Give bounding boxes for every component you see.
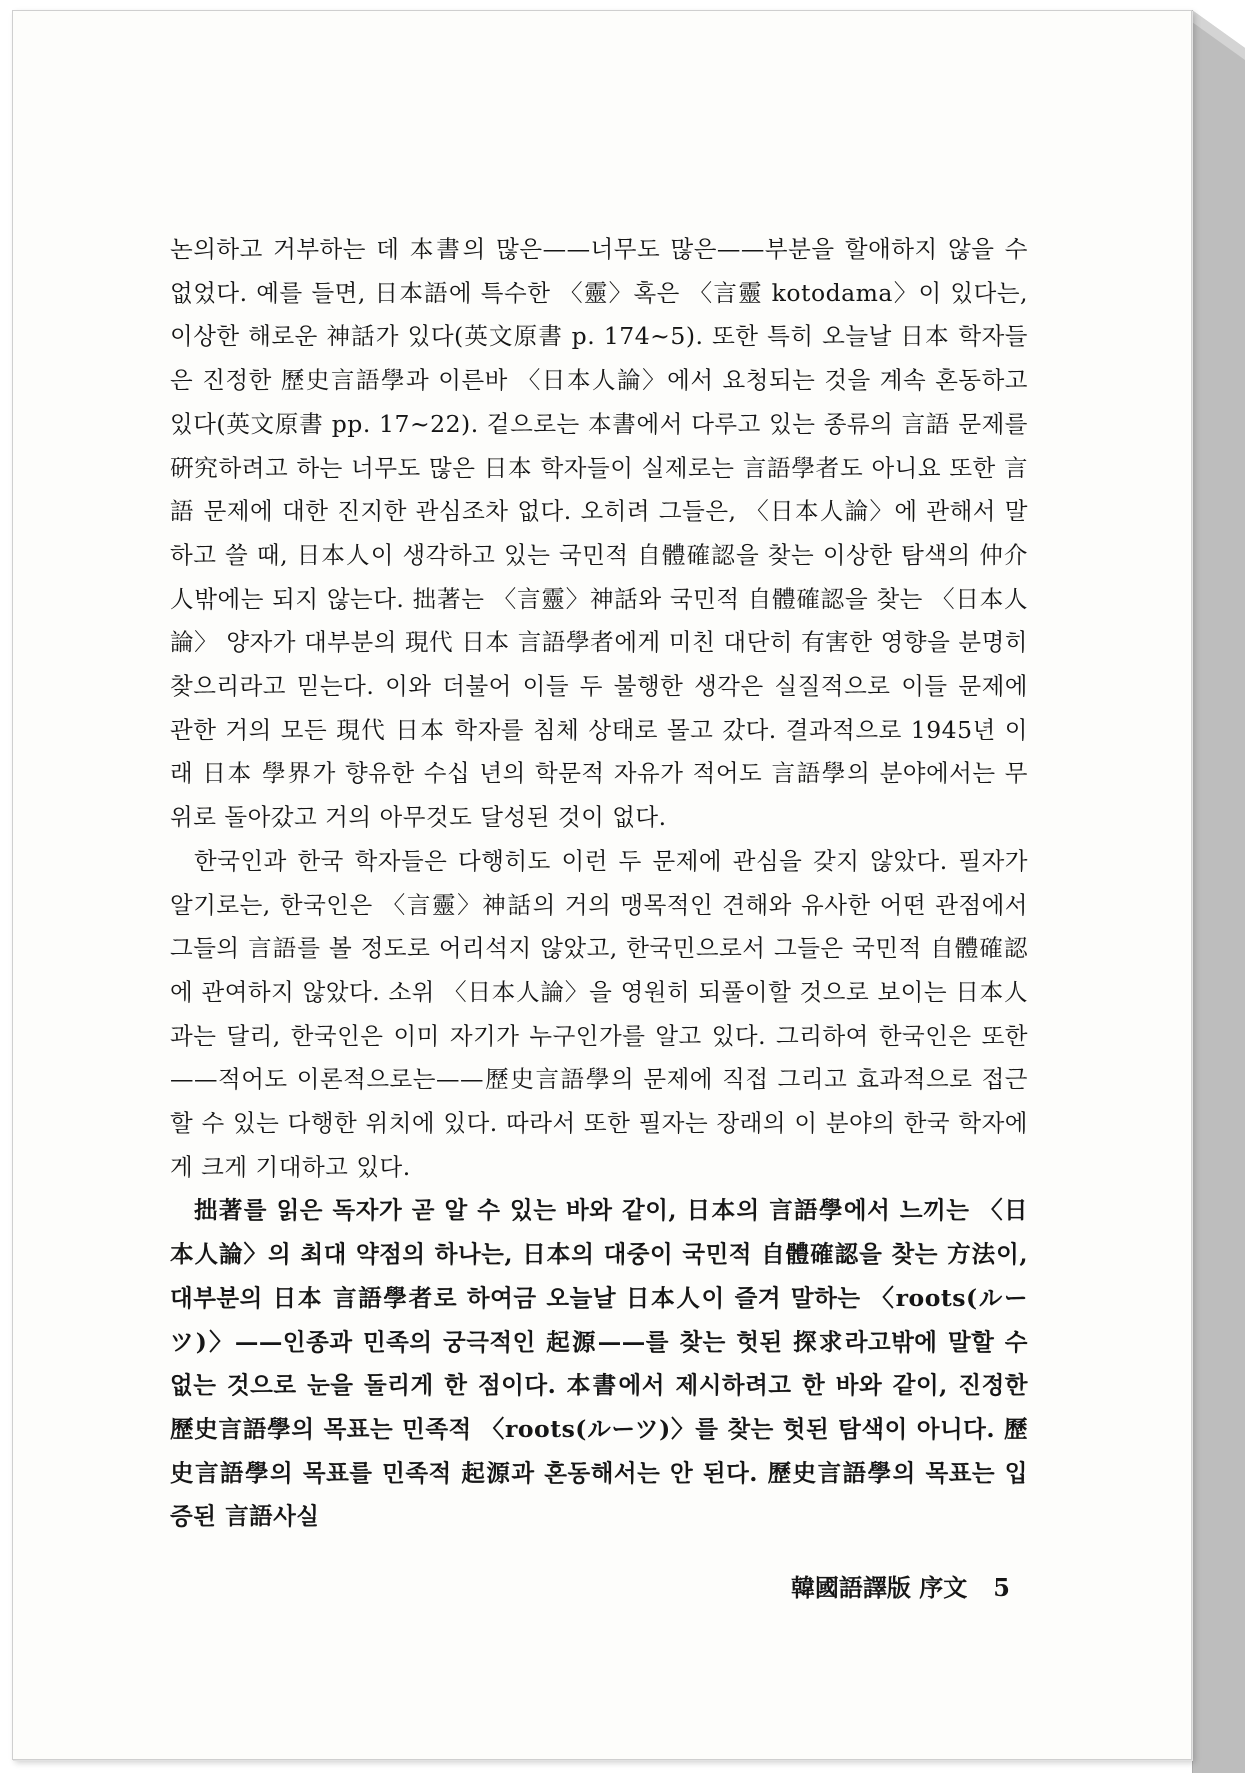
page-body: [170, 228, 1028, 1539]
paragraph-roots: 拙著를 읽은 독자가 곧 알 수 있는 바와 같이, 日本의 言語學에서 느끼는 〈日本人論〉의 최대 약점의 하나는, 日本의 대중이 국민적 自體確認을 찾는 方法이, 대부분의 日本 言語學者로 하여금 오늘날 日本人이 즐겨 말하는 〈roots(ルーツ)〉——인종과 민족의 궁극적인 起源——를 찾는 헛된 探求라고밖에 말할 수 없는 것으로 눈을 돌리게 한 점이다. 本書에서 제시하려고 한 바와 같이, 진정한 歷史言語學의 목표는 민족적 〈roots(ルーツ)〉를 찾는 헛된 탐색이 아니다. 歷史言語學의 목표를 민족적 起源과 혼동해서는 안 된다. 歷史言語學의 목표는 입증된 言語사실: [170, 1196, 1028, 1531]
page-footer: [780, 1568, 1010, 1603]
running-title: 韓國語譯版 序文: [790, 1573, 968, 1602]
book-side-edge: [1192, 0, 1245, 1773]
page-number: 5: [993, 1573, 1010, 1602]
paragraph-korean-scholars: 한국인과 한국 학자들은 다행히도 이런 두 문제에 관심을 갖지 않았다. 필자가 알기로는, 한국인은 〈言靈〉神話의 거의 맹목적인 견해와 유사한 어떤 관점에서 그들의 言語를 볼 정도로 어리석지 않았고, 한국민으로서 그들은 국민적 自體確認에 관여하지 않았다. 소위 〈日本人論〉을 영원히 되풀이할 것으로 보이는 日本人과는 달리, 한국인은 이미 자기가 누구인가를 알고 있다. 그리하여 한국인은 또한——적어도 이론적으로는——歷史言語學의 문제에 직접 그리고 효과적으로 접근할 수 있는 다행한 위치에 있다. 따라서 또한 필자는 장래의 이 분야의 한국 학자에게 크게 기대하고 있다.: [170, 846, 1028, 1181]
paragraph-continued: 논의하고 거부하는 데 本書의 많은——너무도 많은——부분을 할애하지 않을 수 없었다. 예를 들면, 日本語에 특수한 〈靈〉혹은 〈言靈 kotodama〉이 있다는, 이상한 해로운 神話가 있다(英文原書 p. 174~5). 또한 특히 오늘날 日本 학자들은 진정한 歷史言語學과 이른바 〈日本人論〉에서 요청되는 것을 계속 혼동하고 있다(英文原書 pp. 17~22). 겉으로는 本書에서 다루고 있는 종류의 言語 문제를 硏究하려고 하는 너무도 많은 日本 학자들이 실제로는 言語學者도 아니요 또한 言語 문제에 대한 진지한 관심조차 없다. 오히려 그들은, 〈日本人論〉에 관해서 말하고 쓸 때, 日本人이 생각하고 있는 국민적 自體確認을 찾는 이상한 탐색의 仲介人밖에는 되지 않는다. 拙著는 〈言靈〉神話와 국민적 自體確認을 찾는 〈日本人論〉 양자가 대부분의 現代 日本 言語學者에게 미친 대단히 有害한 영향을 분명히 찾으리라고 믿는다. 이와 더불어 이들 두 불행한 생각은 실질적으로 이들 문제에 관한 거의 모든 現代 日本 학자를 침체 상태로 몰고 갔다. 결과적으로 1945년 이래 日本 學界가 향유한 수십 년의 학문적 자유가 적어도 言語學의 분야에서는 무위로 돌아갔고 거의 아무것도 달성된 것이 없다.: [170, 235, 1028, 832]
